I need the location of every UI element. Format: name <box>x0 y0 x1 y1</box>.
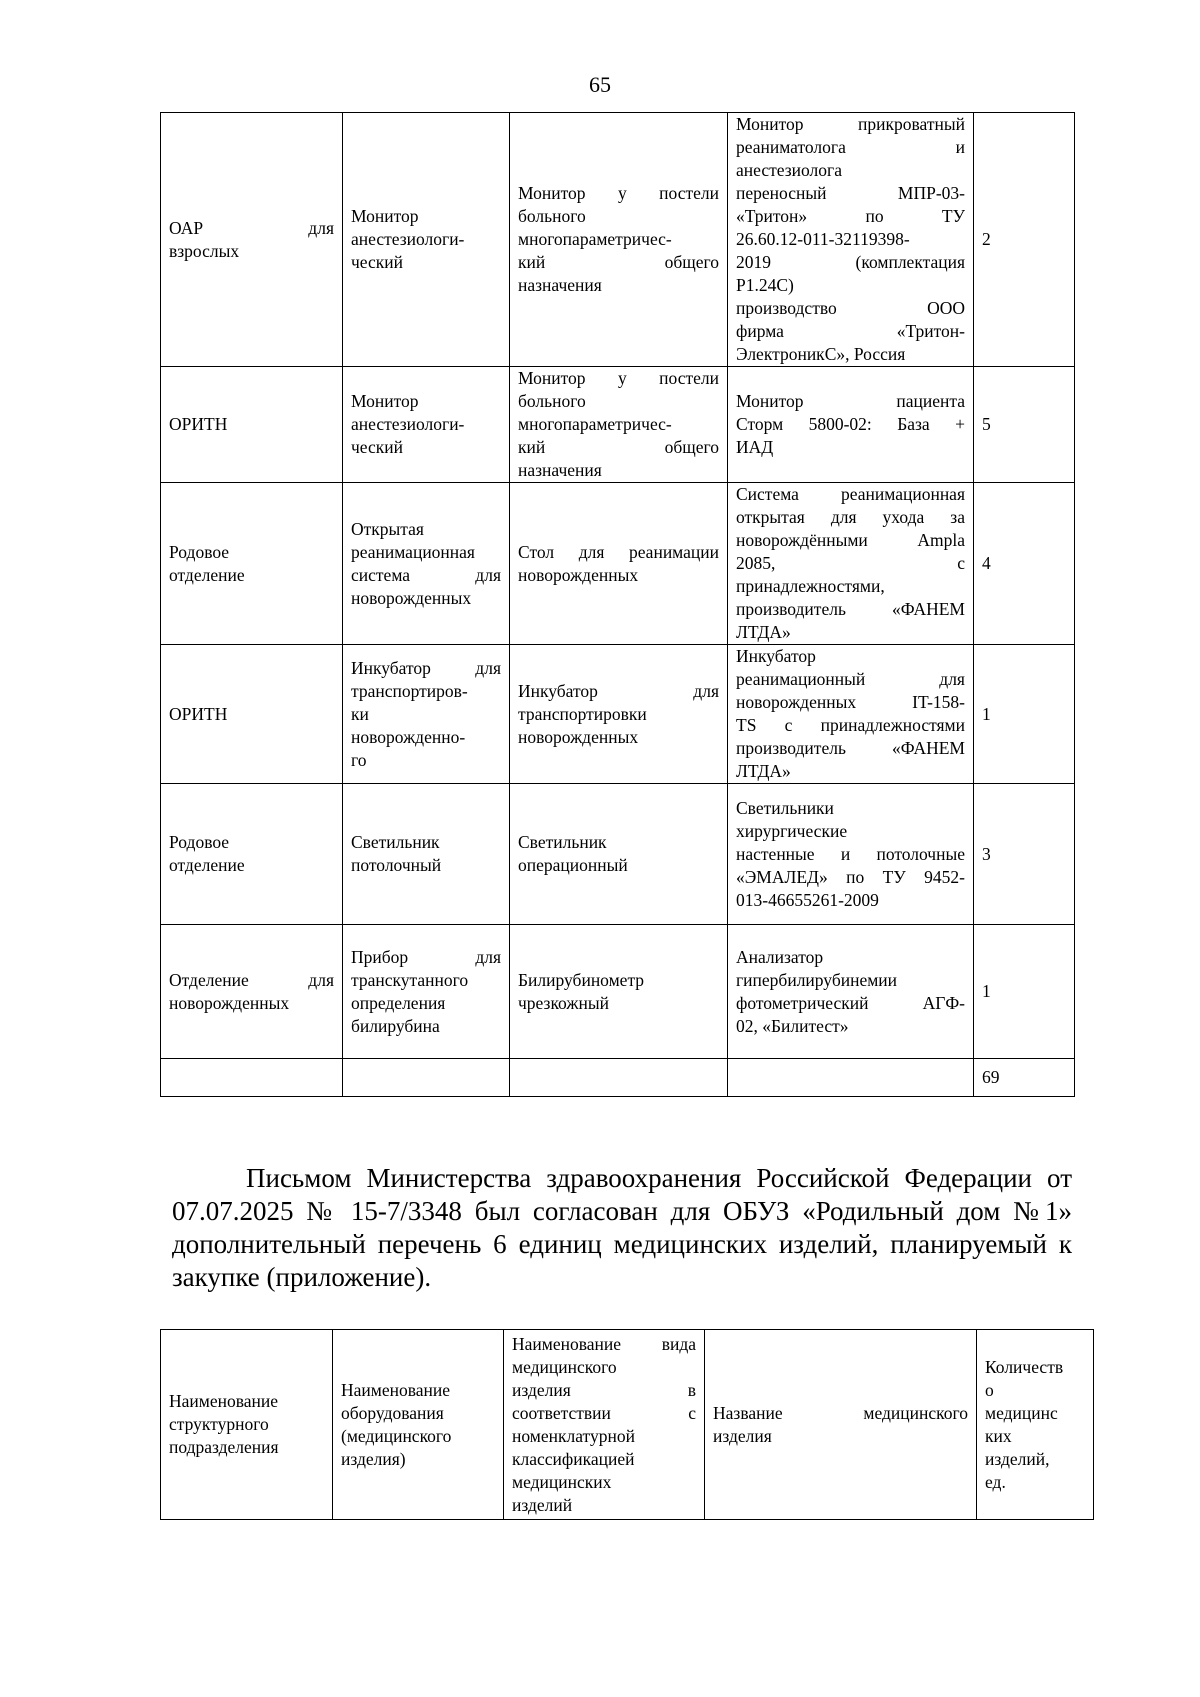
cell-line: Светильник <box>351 832 440 852</box>
cell-equipment <box>343 113 510 367</box>
cell-line: гипербилирубинемии <box>736 969 898 990</box>
cell-line: отделение <box>169 855 245 875</box>
cell-line: фирма «Тритон- <box>736 321 965 341</box>
cell-line: Монитор <box>351 206 419 226</box>
cell-kind <box>510 925 728 1059</box>
cell-equipment <box>343 367 510 483</box>
table-row <box>161 784 1075 925</box>
cell-line: Монитор пациента <box>736 391 965 411</box>
equipment-table <box>160 112 1075 1097</box>
cell-line: «Тритон» по ТУ <box>736 206 965 226</box>
cell-line: ЭлектроникС», Россия <box>736 344 906 364</box>
cell-line: TS с принадлежностями <box>736 715 965 735</box>
cell-line: ЛТДА» <box>736 761 791 781</box>
cell-line: 02, «Билитест» <box>736 1015 849 1036</box>
cell-line: больного <box>518 391 586 411</box>
table-header-row <box>161 1330 1094 1520</box>
cell-line: Инкубатор для <box>518 680 719 701</box>
cell-line: изделия <box>713 1425 772 1446</box>
cell-qty: 5 <box>974 367 1075 483</box>
paragraph-line: дополнительный перечень 6 единиц медицинских изделий, планируемый к <box>172 1229 1072 1259</box>
cell-line: отделение <box>169 564 245 585</box>
header-product <box>705 1330 977 1520</box>
cell-line: ческий <box>351 437 404 457</box>
cell-line: ческий <box>351 252 404 272</box>
cell-line: производство ООО <box>736 298 965 318</box>
cell-line: переносный МПР-03- <box>736 183 965 203</box>
cell-line: ких <box>985 1425 1012 1446</box>
cell-qty: 2 <box>974 113 1075 367</box>
cell-line: Наименование <box>341 1379 451 1400</box>
cell-line: структурного <box>169 1414 269 1434</box>
cell-equipment <box>343 925 510 1059</box>
page-number: 65 <box>589 72 611 97</box>
cell-line: транспортировки <box>518 703 647 724</box>
cell-line: билирубина <box>351 1015 440 1036</box>
cell-line: ки <box>351 703 369 724</box>
table-row <box>161 483 1075 645</box>
cell-line: новорожденных IT-158- <box>736 692 965 712</box>
cell-line: Светильник <box>518 832 607 852</box>
cell-line: взрослых <box>169 240 240 261</box>
table-row <box>161 113 1075 367</box>
header-unit <box>161 1330 333 1520</box>
cell-unit <box>161 483 343 645</box>
cell-line: 2019 (комплектация <box>736 252 965 272</box>
empty-cell <box>161 1059 343 1097</box>
cell-product <box>728 784 974 925</box>
cell-equipment <box>343 483 510 645</box>
cell-line: Билирубинометр <box>518 969 645 990</box>
table-row <box>161 925 1075 1059</box>
empty-cell <box>510 1059 728 1097</box>
cell-line: Количеств <box>985 1356 1064 1377</box>
cell-line: медицинских <box>512 1471 612 1492</box>
paragraph-line: Письмом Министерства здравоохранения Российской Федерации от <box>246 1163 1072 1193</box>
cell-line: принадлежностями, <box>736 576 885 596</box>
cell-line: Монитор у постели <box>518 183 719 203</box>
cell-product <box>728 113 974 367</box>
cell-line: транспортиров- <box>351 680 468 701</box>
cell-line: реанимационный для <box>736 669 965 689</box>
cell-line: го <box>351 749 367 770</box>
cell-line: операционный <box>518 855 628 875</box>
cell-line: новорожденно- <box>351 726 466 747</box>
cell-line: 2085, с <box>736 553 965 573</box>
total-qty: 69 <box>974 1059 1075 1097</box>
cell-line: кий общего <box>518 252 719 272</box>
cell-line: производитель «ФАНЕМ <box>736 599 965 619</box>
cell-line: 26.60.12-011-32119398- <box>736 229 910 249</box>
cell-line: реаниматолога и <box>736 137 965 157</box>
table-row <box>161 367 1075 483</box>
cell-line: многопараметричес- <box>518 414 672 434</box>
cell-line: классификацией <box>512 1448 635 1469</box>
cell-line: Прибор для <box>351 946 501 967</box>
cell-line: транскутанного <box>351 969 469 990</box>
cell-line: ОРИТН <box>169 414 228 434</box>
cell-line: изделия в <box>512 1379 696 1400</box>
cell-line: новорожденных <box>518 726 639 747</box>
cell-line: подразделения <box>169 1437 279 1457</box>
empty-cell <box>343 1059 510 1097</box>
cell-product <box>728 483 974 645</box>
cell-line: новорожденных <box>351 587 472 608</box>
cell-line: новорождёнными Ampla <box>736 530 965 550</box>
paragraph-line: 07.07.2025 № 15-7/3348 был согласован для ОБУЗ «Родильный дом №1» <box>172 1196 1072 1226</box>
cell-kind <box>510 645 728 784</box>
cell-line: новорожденных <box>518 564 639 585</box>
cell-line: Отделение для <box>169 969 334 990</box>
cell-line: больного <box>518 206 586 226</box>
cell-line: Монитор прикроватный <box>736 114 965 134</box>
cell-line: Наименование вида <box>512 1333 696 1354</box>
header-kind <box>504 1330 705 1520</box>
cell-line: анестезиологи- <box>351 414 465 434</box>
cell-line: Родовое <box>169 541 230 562</box>
cell-line: кий общего <box>518 437 719 457</box>
body-paragraph <box>172 1162 1072 1294</box>
cell-line: анестезиологи- <box>351 229 465 249</box>
cell-unit <box>161 784 343 925</box>
cell-line: Анализатор <box>736 946 824 967</box>
cell-unit <box>161 925 343 1059</box>
empty-cell <box>728 1059 974 1097</box>
cell-line: ед. <box>985 1471 1006 1492</box>
cell-line: изделий <box>512 1494 573 1515</box>
cell-line: Наименование <box>169 1391 279 1411</box>
cell-line: реанимационная <box>351 541 475 562</box>
cell-line: соответствии с <box>512 1402 696 1423</box>
cell-line: изделия) <box>341 1448 406 1469</box>
cell-line: ЛТДА» <box>736 622 791 642</box>
cell-kind <box>510 113 728 367</box>
additional-list-table <box>160 1329 1094 1520</box>
cell-line: оборудования <box>341 1402 444 1423</box>
cell-line: настенные и потолочные <box>736 843 965 864</box>
cell-product <box>728 925 974 1059</box>
cell-line: ИАД <box>736 437 774 457</box>
cell-equipment <box>343 784 510 925</box>
cell-line: Система реанимационная <box>736 484 965 504</box>
cell-line: Стол для реанимации <box>518 541 719 562</box>
cell-line: ОРИТН <box>169 703 228 724</box>
cell-line: Сторм 5800-02: База + <box>736 414 965 434</box>
cell-line: потолочный <box>351 855 442 875</box>
cell-line: система для <box>351 564 501 585</box>
table-row <box>161 645 1075 784</box>
header-equipment <box>333 1330 504 1520</box>
cell-line: определения <box>351 992 446 1013</box>
cell-line: назначения <box>518 275 602 295</box>
cell-qty: 1 <box>974 925 1075 1059</box>
cell-line: хирургические <box>736 820 848 841</box>
header-qty <box>977 1330 1094 1520</box>
cell-line: медицинс <box>985 1402 1058 1423</box>
cell-line: новорожденных <box>169 992 290 1013</box>
table-total-row <box>161 1059 1075 1097</box>
cell-line: о <box>985 1379 994 1400</box>
cell-qty: 4 <box>974 483 1075 645</box>
cell-unit <box>161 113 343 367</box>
cell-line: изделий, <box>985 1448 1050 1469</box>
cell-line: чрезкожный <box>518 992 609 1013</box>
paragraph-line: закупке (приложение). <box>172 1262 432 1292</box>
cell-line: Название медицинского <box>713 1402 968 1423</box>
cell-line: Инкубатор для <box>351 657 501 678</box>
cell-line: назначения <box>518 460 602 480</box>
cell-line: номенклатурной <box>512 1425 635 1446</box>
cell-line: «ЭМАЛЕД» по ТУ 9452- <box>736 866 965 887</box>
cell-kind <box>510 784 728 925</box>
cell-product <box>728 367 974 483</box>
cell-line: (медицинского <box>341 1425 452 1446</box>
cell-line: многопараметричес- <box>518 229 672 249</box>
cell-equipment <box>343 645 510 784</box>
cell-line: производитель «ФАНЕМ <box>736 738 965 758</box>
cell-kind <box>510 367 728 483</box>
cell-line: медицинского <box>512 1356 617 1377</box>
cell-line: анестезиолога <box>736 160 842 180</box>
cell-line: Светильники <box>736 797 834 818</box>
cell-line: Монитор <box>351 391 419 411</box>
cell-line: Открытая <box>351 518 424 539</box>
cell-line: Р1.24С) <box>736 275 794 295</box>
cell-line: ОАР для <box>169 217 334 238</box>
cell-qty: 1 <box>974 645 1075 784</box>
cell-qty: 3 <box>974 784 1075 925</box>
cell-kind <box>510 483 728 645</box>
cell-unit <box>161 367 343 483</box>
cell-unit <box>161 645 343 784</box>
cell-line: фотометрический АГФ- <box>736 992 965 1013</box>
cell-product <box>728 645 974 784</box>
cell-line: Монитор у постели <box>518 368 719 388</box>
cell-line: Родовое <box>169 832 230 852</box>
cell-line: Инкубатор <box>736 646 816 666</box>
cell-line: открытая для ухода за <box>736 507 965 527</box>
cell-line: 013-46655261-2009 <box>736 889 879 910</box>
